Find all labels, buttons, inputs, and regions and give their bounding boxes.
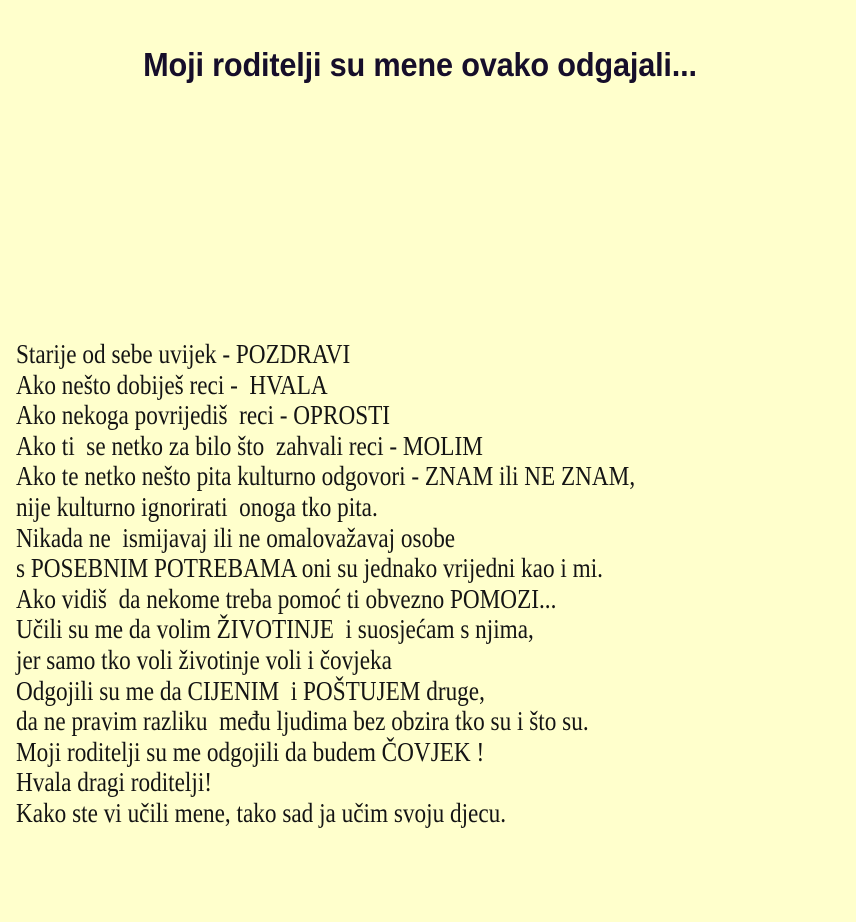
text-line: da ne pravim razliku među ljudima bez obzira tko su i što su. [16,706,589,737]
text-line: Moji roditelji su me odgojili da budem ČOVJEK ! [16,736,485,767]
text-line: jer samo tko voli životinje voli i čovjeka [16,644,392,675]
text-line: Kako ste vi učili mene, tako sad ja učim svoju djecu. [16,797,507,828]
text-line: Ako vidiš da nekome treba pomoć ti obvezno POMOZI... [16,583,557,614]
text-line: Ako nekoga povrijediš reci - OPROSTI [16,400,391,431]
text-line: Učili su me da volim ŽIVOTINJE i suosjećam s njima, [16,614,534,645]
text-body [16,339,736,829]
text-line: Ako ti se netko za bilo što zahvali reci - MOLIM [16,430,483,461]
text-line: Odgojili su me da CIJENIM i POŠTUJEM druge, [16,675,485,706]
text-line: Ako nešto dobiješ reci - HVALA [16,369,328,400]
text-line: s POSEBNIM POTREBAMA oni su jednako vrijedni kao i mi. [16,553,603,584]
text-line: nije kulturno ignorirati onoga tko pita. [16,491,378,522]
text-line: Ako te netko nešto pita kulturno odgovori - ZNAM ili NE ZNAM, [16,461,636,492]
page-title: Moji roditelji su mene ovako odgajali... [143,46,697,83]
text-line: Nikada ne ismijavaj ili ne omalovažavaj osobe [16,522,456,553]
text-line: Hvala dragi roditelji! [16,767,213,798]
text-line: Starije od sebe uvijek - POZDRAVI [16,339,351,369]
